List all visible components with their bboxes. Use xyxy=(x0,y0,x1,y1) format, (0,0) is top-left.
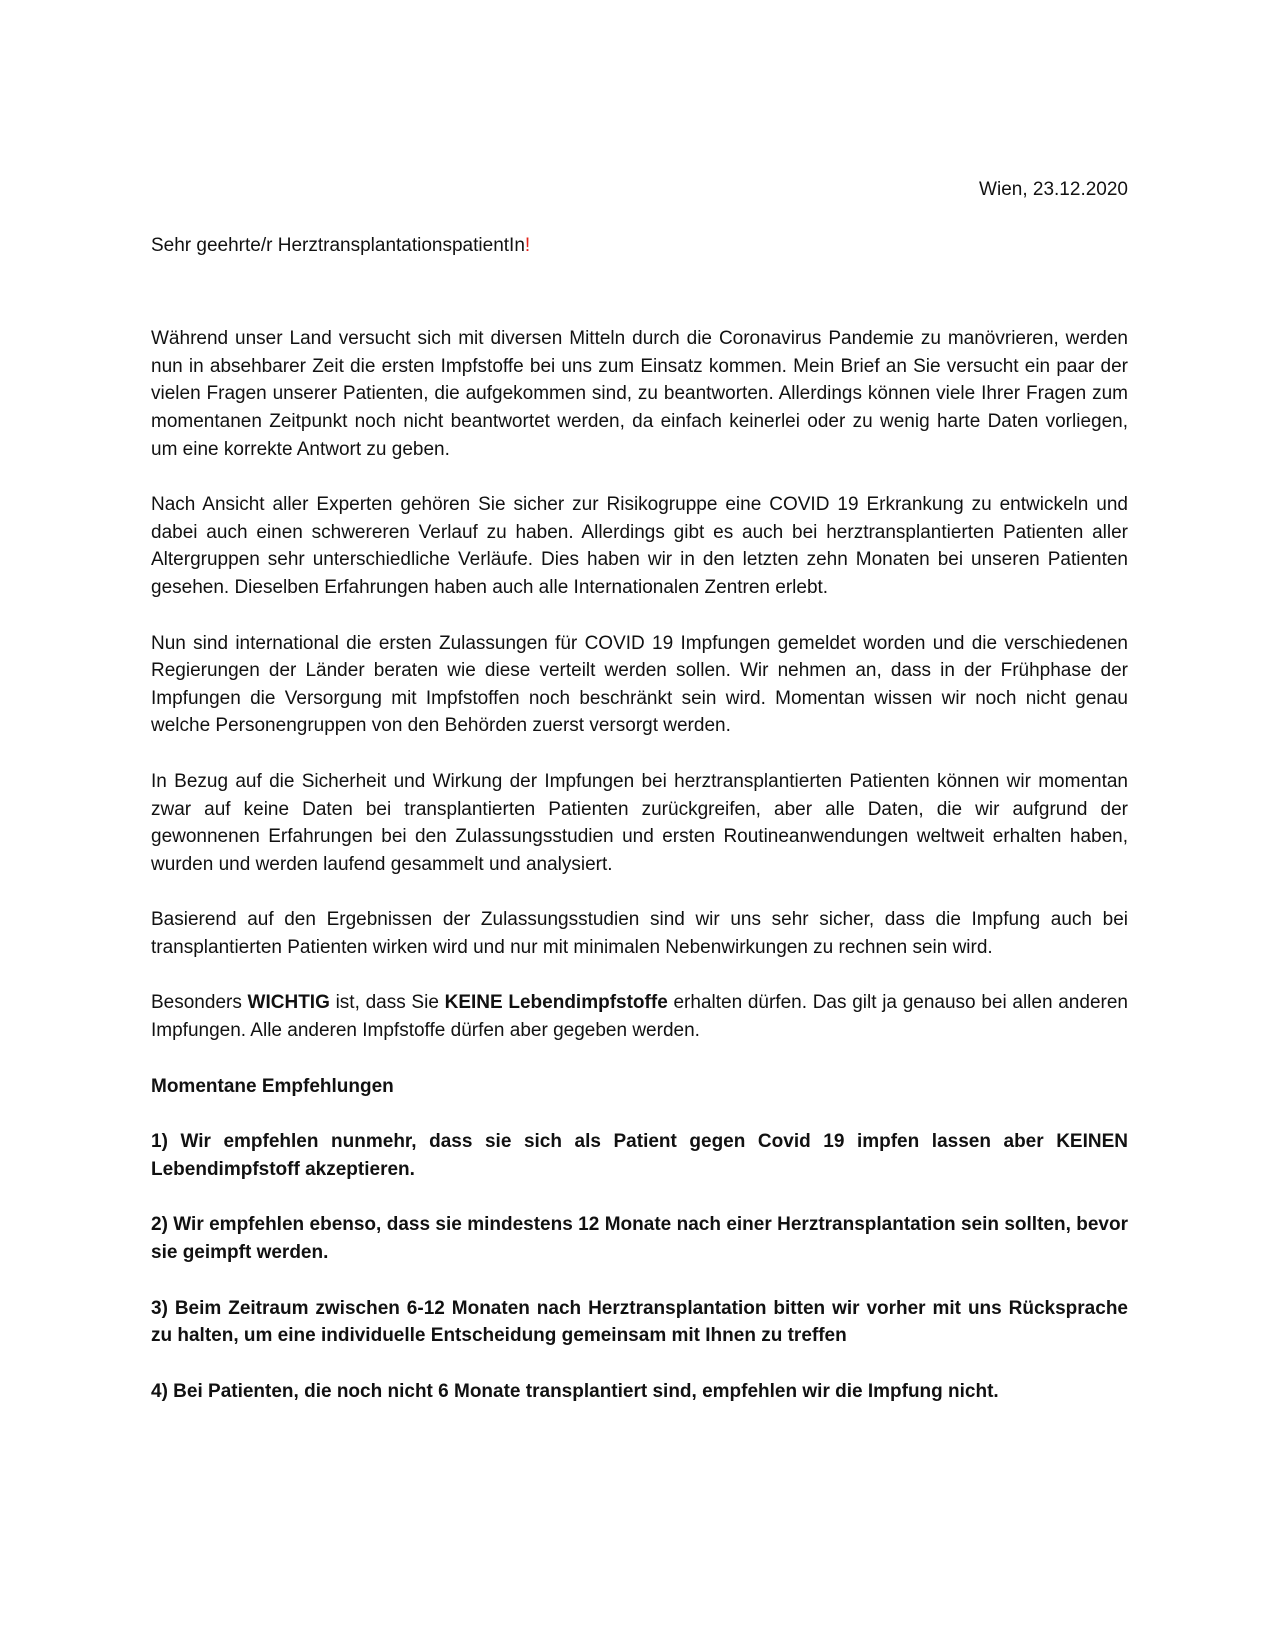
recommendation-item: 4) Bei Patienten, die noch nicht 6 Monate transplantiert sind, empfehlen wir die Impfung nicht. xyxy=(151,1380,999,1402)
important-keyword: WICHTIG xyxy=(247,992,330,1014)
salutation-text: Sehr geehrte/r HerztransplantationspatientIn xyxy=(151,234,525,256)
paragraph-important xyxy=(151,989,1128,1044)
recommendation-item: 2) Wir empfehlen ebenso, dass sie mindestens 12 Monate nach einer Herztransplantation sein sollten, bevor sie geimpft werden. xyxy=(151,1214,1128,1264)
letter-body xyxy=(151,176,1128,1433)
paragraph-safety: In Bezug auf die Sicherheit und Wirkung der Impfungen bei herztransplantierten Patienten können wir momentan zwar auf keine Daten bei transplantierten Patienten zurückgreifen, aber alle Daten, die wir aufgrund der gewonnenen Erfahrungen bei den Zulassungsstudien und ersten Routineanwendungen weltweit erhalten haben, wurden und werden laufend gesammelt und analysiert. xyxy=(151,770,1128,875)
paragraph-risk-group: Nach Ansicht aller Experten gehören Sie sicher zur Risikogruppe eine COVID 19 Erkrankung zu entwickeln und dabei auch einen schwereren Verlauf zu haben. Allerdings gibt es auch bei herztransplantierten Patienten aller Altergruppen sehr unterschiedliche Verläufe. Dies haben wir in den letzten zehn Monaten bei unseren Patienten gesehen. Dieselben Erfahrungen haben auch alle Internationalen Zentren erlebt. xyxy=(151,494,1128,598)
paragraph-intro: Während unser Land versucht sich mit diversen Mitteln durch die Coronavirus Pandemie zu manövrieren, werden nun in absehbarer Zeit die ersten Impfstoffe bei uns zum Einsatz kommen. Mein Brief an Sie versucht ein paar der vielen Fragen unserer Patienten, die aufgekommen sind, zu beantworten. Allerdings können viele Ihrer Fragen zum momentanen Zeitpunkt noch nicht beantwortet werden, da einfach keinerlei oder zu wenig harte Daten vorliegen, um eine korrekte Antwort zu geben. xyxy=(151,328,1128,460)
recommendation-item: 3) Beim Zeitraum zwischen 6-12 Monaten nach Herztransplantation bitten wir vorher mit uns Rücksprache zu halten, um eine individuelle Entscheidung gemeinsam mit Ihnen zu treffen xyxy=(151,1297,1128,1347)
important-text-3: erhalten dürfen. Das gilt ja genauso bei allen anderen Impfungen. Alle anderen Impfstoffe dürfen aber gegeben werden. xyxy=(151,992,1128,1042)
recommendations-heading: Momentane Empfehlungen xyxy=(151,1075,394,1097)
paragraph-efficacy: Basierend auf den Ergebnissen der Zulassungsstudien sind wir uns sehr sicher, dass die Impfung auch bei transplantierten Patienten wirken wird und nur mit minimalen Nebenwirkungen zu rechnen sein wird. xyxy=(151,909,1128,958)
salutation xyxy=(151,232,1128,260)
no-live-vaccine-phrase: KEINE Lebendimpfstoffe xyxy=(444,992,668,1014)
important-text-2: ist, dass Sie xyxy=(329,992,445,1014)
recommendation-item: 1) Wir empfehlen nunmehr, dass sie sich als Patient gegen Covid 19 impfen lassen aber KEINEN Lebendimpfstoff akzeptieren. xyxy=(151,1131,1128,1180)
salutation-exclamation: ! xyxy=(524,234,531,256)
letter-date: Wien, 23.12.2020 xyxy=(979,179,1128,200)
important-text-1: Besonders xyxy=(151,992,248,1014)
paragraph-approvals: Nun sind international die ersten Zulassungen für COVID 19 Impfungen gemeldet worden und die verschiedenen Regierungen der Länder beraten wie diese verteilt werden sollen. Wir nehmen an, dass in der Frühphase der Impfungen die Versorgung mit Impfstoffen noch beschränkt sein wird. Momentan wissen wir noch nicht genau welche Personengruppen von den Behörden zuerst versorgt werden. xyxy=(151,632,1128,737)
